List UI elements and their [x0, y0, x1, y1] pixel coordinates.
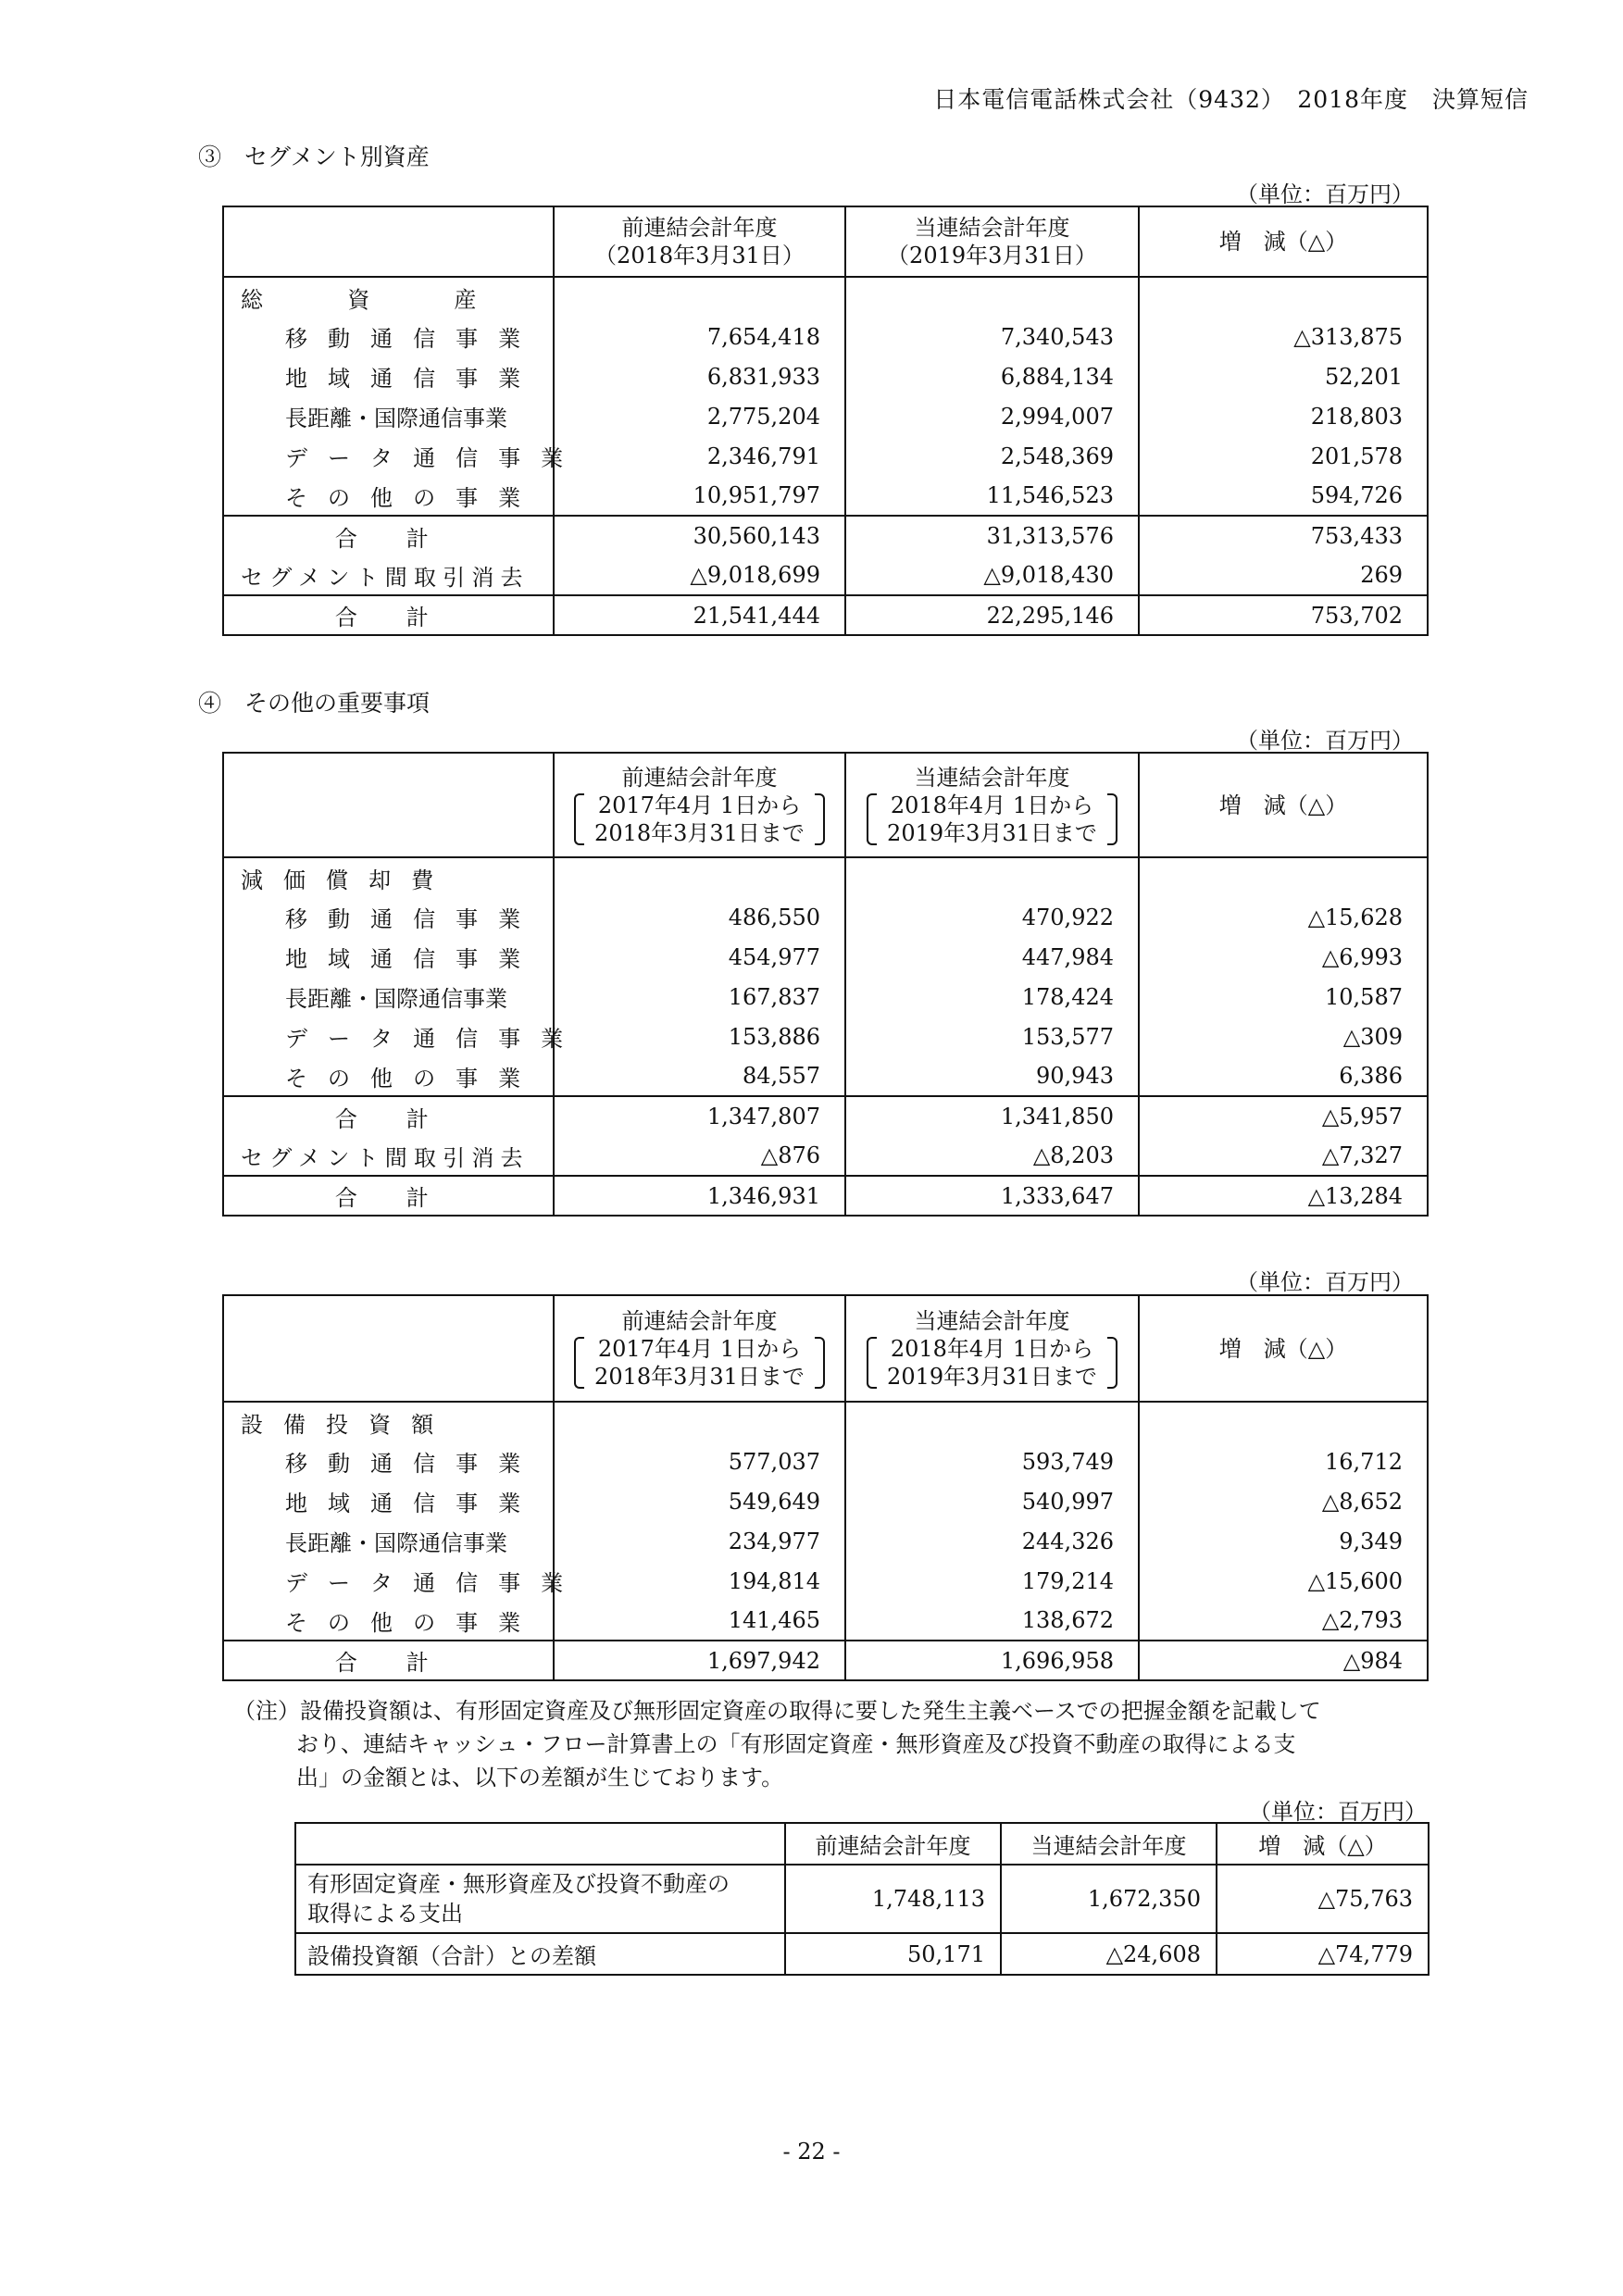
header-curr-year [845, 1295, 1139, 1402]
curr-value: 138,672 [845, 1601, 1139, 1641]
curr-value: 7,340,543 [845, 317, 1139, 356]
prev-value: 577,037 [554, 1441, 845, 1481]
table-row [223, 396, 1428, 436]
capex-difference-table [294, 1822, 1429, 1976]
elimination-label: セグメント間取引消去 [223, 555, 554, 595]
curr-value: 153,577 [845, 1017, 1139, 1056]
prev-value: 1,347,807 [554, 1096, 845, 1136]
table-row [223, 1441, 1428, 1481]
prev-value: 6,831,933 [554, 356, 845, 396]
curr-period-from: 2018年4月 1日から [890, 1335, 1094, 1362]
prev-period-bracket [572, 792, 827, 847]
curr-year-label: 当連結会計年度 [914, 764, 1070, 791]
prev-value: 141,465 [554, 1601, 845, 1641]
curr-period-to: 2019年3月31日まで [887, 1363, 1097, 1390]
curr-value: 1,696,958 [845, 1641, 1139, 1680]
elimination-label: セグメント間取引消去 [223, 1136, 554, 1176]
curr-year-label: 当連結会計年度 [914, 1307, 1070, 1334]
section-title-other-items: ④ その他の重要事項 [198, 690, 431, 717]
change-value: △7,327 [1139, 1136, 1428, 1176]
segment-assets-table [222, 206, 1429, 636]
row-label: そ の 他 の 事 業 [223, 1601, 554, 1641]
subtotal-row [223, 516, 1428, 555]
prev-value: △876 [554, 1136, 845, 1176]
note-line-3: 出」の金額とは、以下の差額が生じております。 [296, 1765, 784, 1791]
table-row [223, 476, 1428, 516]
row-label: 移 動 通 信 事 業 [223, 317, 554, 356]
row-label-line-1: 有形固定資産・無形資産及び投資不動産の [307, 1871, 730, 1897]
total-row [223, 1176, 1428, 1216]
prev-period-to: 2018年3月31日まで [594, 819, 805, 846]
table-row [223, 937, 1428, 977]
row-label: 移 動 通 信 事 業 [223, 897, 554, 937]
table-row [223, 1601, 1428, 1641]
change-value: 269 [1139, 555, 1428, 595]
curr-year-label: 当連結会計年度 [914, 215, 1070, 241]
curr-value: 31,313,576 [845, 516, 1139, 555]
prev-period-to: 2018年3月31日まで [594, 1363, 805, 1390]
prev-value: △9,018,699 [554, 555, 845, 595]
change-value: △313,875 [1139, 317, 1428, 356]
prev-value: 486,550 [554, 897, 845, 937]
total-label: 合 計 [223, 595, 554, 635]
header-prev-year [554, 206, 845, 277]
change-value: △13,284 [1139, 1176, 1428, 1216]
prev-value: 10,951,797 [554, 476, 845, 516]
row-label [295, 1865, 785, 1933]
prev-value: 1,697,942 [554, 1641, 845, 1680]
header-curr-year: 当連結会計年度 [1001, 1823, 1217, 1865]
prev-value: 7,654,418 [554, 317, 845, 356]
prev-value: 153,886 [554, 1017, 845, 1056]
curr-value: 244,326 [845, 1521, 1139, 1561]
table-row [223, 436, 1428, 476]
prev-period-from: 2017年4月 1日から [597, 792, 802, 818]
group-row [223, 857, 1428, 897]
table-row [223, 977, 1428, 1017]
total-row [223, 1641, 1428, 1680]
prev-value: 2,775,204 [554, 396, 845, 436]
change-value: 594,726 [1139, 476, 1428, 516]
curr-value: 593,749 [845, 1441, 1139, 1481]
prev-year-label: 前連結会計年度 [621, 764, 778, 791]
curr-value: △8,203 [845, 1136, 1139, 1176]
unit-label: （単位：百万円） [1236, 1269, 1414, 1295]
header-prev-year [554, 1295, 845, 1402]
header-change: 増 減（△） [1217, 1823, 1429, 1865]
change-value: 16,712 [1139, 1441, 1428, 1481]
change-value: △6,993 [1139, 937, 1428, 977]
unit-label: （単位：百万円） [1249, 1799, 1427, 1825]
note-line-1: 設備投資額は、有形固定資産及び無形固定資産の取得に要した発生主義ベースでの把握金額を記載して [300, 1698, 1321, 1724]
change-value: △309 [1139, 1017, 1428, 1056]
prev-value: 549,649 [554, 1481, 845, 1521]
prev-value: 2,346,791 [554, 436, 845, 476]
prev-value: 234,977 [554, 1521, 845, 1561]
table-row [223, 1481, 1428, 1521]
curr-period-bracket [865, 792, 1119, 847]
curr-value: △9,018,430 [845, 555, 1139, 595]
curr-period-bracket [865, 1335, 1119, 1391]
curr-period-to: 2019年3月31日まで [887, 819, 1097, 846]
total-label: 合 計 [223, 1176, 554, 1216]
depreciation-table [222, 752, 1429, 1217]
group-row [223, 1402, 1428, 1441]
change-value: △75,763 [1217, 1865, 1429, 1933]
row-label: 地 域 通 信 事 業 [223, 937, 554, 977]
prev-period-from: 2017年4月 1日から [597, 1335, 802, 1362]
table-row [295, 1865, 1429, 1933]
curr-period-from: 2018年4月 1日から [890, 792, 1094, 818]
subtotal-label: 合 計 [223, 516, 554, 555]
section-title-segment-assets: ③ セグメント別資産 [198, 144, 430, 170]
group-row [223, 277, 1428, 317]
group-label: 減 価 償 却 費 [223, 857, 554, 897]
curr-value: 179,214 [845, 1561, 1139, 1601]
row-label: 長距離・国際通信事業 [223, 1521, 554, 1561]
row-label: そ の 他 の 事 業 [223, 1056, 554, 1096]
row-label: デ ー タ 通 信 事 業 [223, 436, 554, 476]
row-label: 長距離・国際通信事業 [223, 977, 554, 1017]
curr-value: 1,333,647 [845, 1176, 1139, 1216]
header-prev-year [554, 753, 845, 857]
prev-value: 454,977 [554, 937, 845, 977]
prev-value: 50,171 [785, 1933, 1001, 1975]
capex-table [222, 1294, 1429, 1681]
change-value: △8,652 [1139, 1481, 1428, 1521]
table-row [223, 317, 1428, 356]
row-label: 地 域 通 信 事 業 [223, 1481, 554, 1521]
row-label: 地 域 通 信 事 業 [223, 356, 554, 396]
prev-year-label: 前連結会計年度 [621, 215, 778, 241]
total-row [223, 595, 1428, 635]
row-label: 長距離・国際通信事業 [223, 396, 554, 436]
change-value: △5,957 [1139, 1096, 1428, 1136]
curr-year-date: （2019年3月31日） [887, 243, 1097, 268]
total-label: 合 計 [223, 1641, 554, 1680]
header-prev-year: 前連結会計年度 [785, 1823, 1001, 1865]
curr-value: 2,548,369 [845, 436, 1139, 476]
subtotal-row [223, 1096, 1428, 1136]
change-value: 10,587 [1139, 977, 1428, 1017]
unit-label: （単位：百万円） [1236, 181, 1414, 207]
prev-value: 1,748,113 [785, 1865, 1001, 1933]
curr-value: 22,295,146 [845, 595, 1139, 635]
change-value: △74,779 [1217, 1933, 1429, 1975]
page-number: - 22 - [782, 2139, 841, 2165]
change-value: 52,201 [1139, 356, 1428, 396]
subtotal-label: 合 計 [223, 1096, 554, 1136]
change-value: △15,628 [1139, 897, 1428, 937]
elimination-row [223, 555, 1428, 595]
prev-value: 167,837 [554, 977, 845, 1017]
change-value: △984 [1139, 1641, 1428, 1680]
elimination-row [223, 1136, 1428, 1176]
header-change: 増 減（△） [1139, 1295, 1428, 1402]
row-label: そ の 他 の 事 業 [223, 476, 554, 516]
prev-value: 194,814 [554, 1561, 845, 1601]
table-row [223, 1056, 1428, 1096]
header-empty-cell [223, 753, 554, 857]
table-row [295, 1933, 1429, 1975]
table-row [223, 1561, 1428, 1601]
prev-year-date: （2018年3月31日） [594, 243, 805, 268]
row-label: デ ー タ 通 信 事 業 [223, 1017, 554, 1056]
group-label: 総 資 産 [223, 277, 554, 317]
header-empty-cell [295, 1823, 785, 1865]
capex-note [233, 1694, 1437, 1794]
document-header: 日本電信電話株式会社（9432） 2018年度 決算短信 [933, 86, 1529, 113]
curr-value: 1,672,350 [1001, 1865, 1217, 1933]
table-header-row [223, 206, 1428, 277]
prev-value: 21,541,444 [554, 595, 845, 635]
unit-label: （単位：百万円） [1236, 728, 1414, 754]
curr-value: △24,608 [1001, 1933, 1217, 1975]
row-label: デ ー タ 通 信 事 業 [223, 1561, 554, 1601]
group-label: 設 備 投 資 額 [223, 1402, 554, 1441]
prev-value: 84,557 [554, 1056, 845, 1096]
curr-value: 90,943 [845, 1056, 1139, 1096]
curr-value: 470,922 [845, 897, 1139, 937]
change-value: 753,433 [1139, 516, 1428, 555]
prev-period-bracket [572, 1335, 827, 1391]
change-value: △2,793 [1139, 1601, 1428, 1641]
header-curr-year [845, 753, 1139, 857]
change-value: 6,386 [1139, 1056, 1428, 1096]
curr-value: 2,994,007 [845, 396, 1139, 436]
header-change: 増 減（△） [1139, 753, 1428, 857]
row-label: 移 動 通 信 事 業 [223, 1441, 554, 1481]
change-value: 201,578 [1139, 436, 1428, 476]
curr-value: 11,546,523 [845, 476, 1139, 516]
header-change: 増 減（△） [1139, 206, 1428, 277]
row-label: 設備投資額（合計）との差額 [295, 1933, 785, 1975]
curr-value: 540,997 [845, 1481, 1139, 1521]
curr-value: 6,884,134 [845, 356, 1139, 396]
table-row [223, 1521, 1428, 1561]
prev-year-label: 前連結会計年度 [621, 1307, 778, 1334]
table-row [223, 356, 1428, 396]
header-empty-cell [223, 206, 554, 277]
table-row [223, 897, 1428, 937]
curr-value: 447,984 [845, 937, 1139, 977]
row-label-line-2: 取得による支出 [307, 1901, 463, 1927]
header-empty-cell [223, 1295, 554, 1402]
note-prefix: （注） [233, 1698, 300, 1724]
curr-value: 1,341,850 [845, 1096, 1139, 1136]
prev-value: 1,346,931 [554, 1176, 845, 1216]
note-line-2: おり、連結キャッシュ・フロー計算書上の「有形固定資産・無形資産及び投資不動産の取得による支 [296, 1731, 1296, 1757]
change-value: 753,702 [1139, 595, 1428, 635]
table-header-row [223, 753, 1428, 857]
change-value: 9,349 [1139, 1521, 1428, 1561]
table-header-row [295, 1823, 1429, 1865]
change-value: 218,803 [1139, 396, 1428, 436]
change-value: △15,600 [1139, 1561, 1428, 1601]
prev-value: 30,560,143 [554, 516, 845, 555]
curr-value: 178,424 [845, 977, 1139, 1017]
header-curr-year [845, 206, 1139, 277]
table-row [223, 1017, 1428, 1056]
table-header-row [223, 1295, 1428, 1402]
